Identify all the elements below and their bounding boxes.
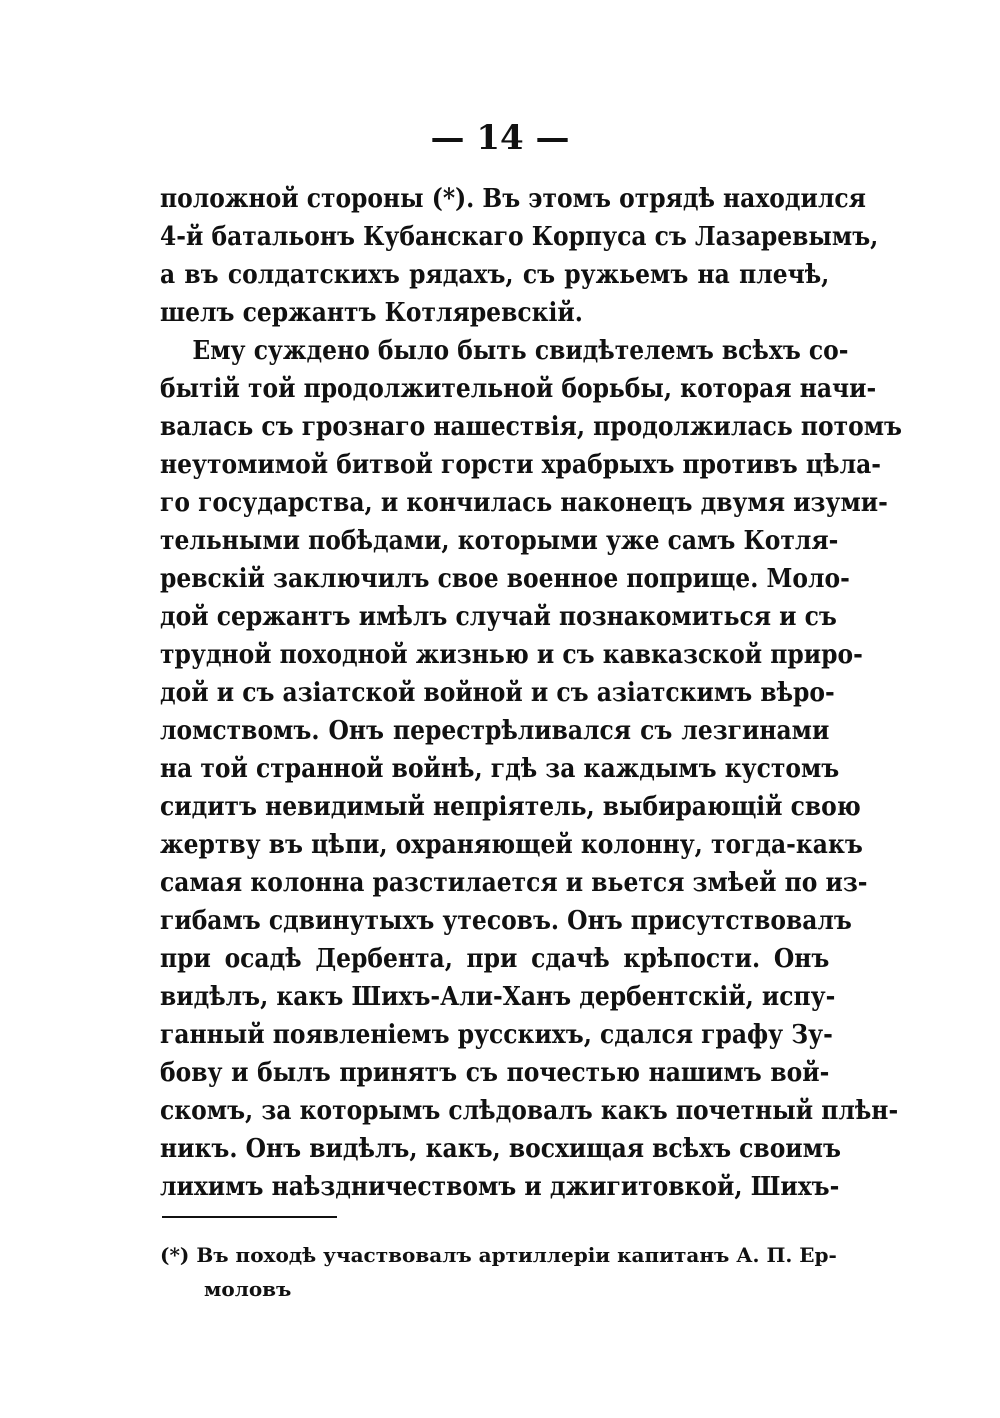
text-line: неутомимой битвой горсти храбрыхъ противъ цѣла- <box>160 450 881 480</box>
footnote-line: (*) Въ походѣ участвовалъ артиллеріи капитанъ А. П. Ер- <box>160 1243 837 1267</box>
text-line: ревскій заключилъ свое военное поприще. Моло- <box>160 564 850 594</box>
text-line: видѣлъ, какъ Шихъ-Али-Ханъ дербентскій, испу- <box>160 982 836 1012</box>
body-text <box>160 180 902 1206</box>
text-line: дой сержантъ имѣлъ случай познакомиться и съ <box>160 602 837 632</box>
text-line: шелъ сержантъ Котляревскій. <box>160 298 583 328</box>
text-line: го государства, и кончилась наконецъ двумя изуми- <box>160 488 888 518</box>
text-line: тельными побѣдами, которыми уже самъ Котля- <box>160 526 839 556</box>
text-line: бытій той продолжительной борьбы, которая начи- <box>160 374 877 404</box>
text-line: скомъ, за которымъ слѣдовалъ какъ почетный плѣн- <box>160 1096 899 1126</box>
footnote-divider <box>162 1216 337 1218</box>
footnote <box>160 1238 837 1306</box>
text-line: на той странной войнѣ, гдѣ за каждымъ кустомъ <box>160 754 840 784</box>
text-line: валась съ грознаго нашествія, продолжилась потомъ <box>160 412 902 442</box>
text-line: сидитъ невидимый непріятель, выбирающій свою <box>160 792 861 822</box>
text-line: жертву въ цѣпи, охраняющей колонну, тогда-какъ <box>160 830 863 860</box>
text-line: никъ. Онъ видѣлъ, какъ, восхищая всѣхъ своимъ <box>160 1134 841 1164</box>
text-line: положной стороны (*). Въ этомъ отрядѣ находился <box>160 184 866 214</box>
text-line: 4-й батальонъ Кубанскаго Корпуса съ Лазаревымъ, <box>160 222 879 252</box>
page-number: — 14 — <box>430 118 570 158</box>
text-line: гибамъ сдвинутыхъ утесовъ. Онъ присутствовалъ <box>160 906 852 936</box>
text-line: ганный появленіемъ русскихъ, сдался графу Зу- <box>160 1020 833 1050</box>
text-line: лихимъ наѣздничествомъ и джигитовкой, Шихъ- <box>160 1172 840 1202</box>
footnote-line: моловъ <box>204 1277 292 1301</box>
text-line: трудной походной жизнью и съ кавказской приро- <box>160 640 863 670</box>
text-line: а въ солдатскихъ рядахъ, съ ружьемъ на плечѣ, <box>160 260 830 290</box>
text-line: бову и былъ принятъ съ почестью нашимъ вой- <box>160 1058 830 1088</box>
text-line: дой и съ азіатской войной и съ азіатскимъ вѣро- <box>160 678 835 708</box>
text-line: при осадѣ Дербента, при сдачѣ крѣпости. Онъ <box>160 944 830 974</box>
text-line: ломствомъ. Онъ перестрѣливался съ лезгинами <box>160 716 830 746</box>
text-line: Ему суждено было быть свидѣтелемъ всѣхъ со- <box>192 336 849 366</box>
text-line: самая колонна разстилается и вьется змѣей по из- <box>160 868 868 898</box>
